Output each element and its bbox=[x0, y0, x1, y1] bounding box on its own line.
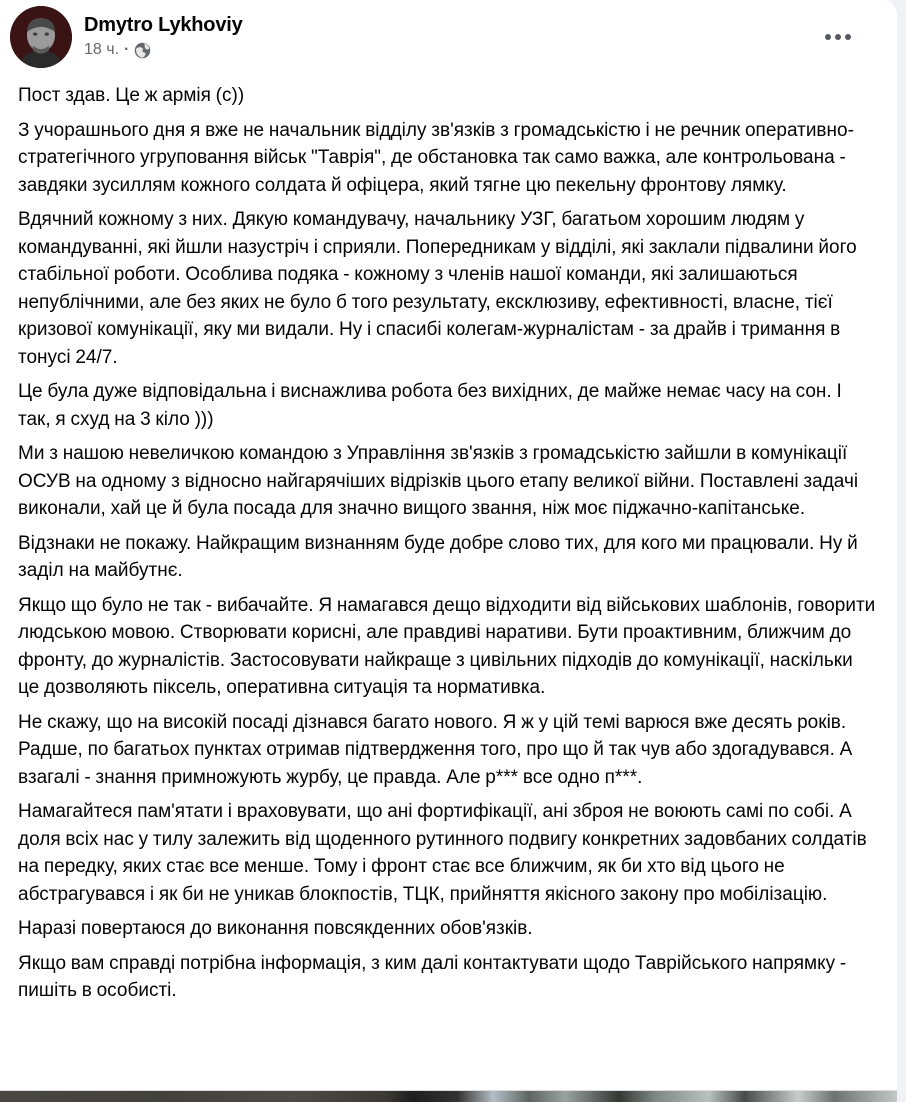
meta-separator: · bbox=[124, 41, 130, 58]
post-paragraph: Якщо вам справді потрібна інформація, з ким далі контактувати щодо Таврійського напрямку - пишіть в особисті. bbox=[18, 952, 847, 1001]
ellipsis-icon bbox=[845, 34, 851, 40]
post-menu-button[interactable] bbox=[819, 28, 857, 46]
attached-photo-top-edge[interactable] bbox=[0, 1090, 897, 1102]
header-text-column bbox=[84, 6, 819, 59]
avatar-portrait-icon bbox=[10, 6, 72, 68]
post-paragraph: Це була дуже відповідальна і виснажлива робота без вихідних, де майже немає часу на сон. І так, я схуд на 3 кіло ))) bbox=[18, 381, 842, 430]
post-paragraph: Якщо що було не так - вибачайте. Я намагався дещо відходити від військових шаблонів, говорити людською мовою. Створювати корисні, але правдиві наративи. Бути проактивним, ближчим до фронту, до журналістів. Застосовувати найкраще з цивільних підходів до комунікації, наскільки це дозволяють піксель, оперативна ситуація та нормативка. bbox=[18, 594, 876, 698]
avatar[interactable] bbox=[10, 6, 72, 68]
ellipsis-icon bbox=[835, 34, 841, 40]
globe-icon bbox=[134, 42, 151, 59]
timestamp[interactable]: 18 ч. bbox=[84, 41, 120, 58]
post-text bbox=[0, 78, 897, 1005]
ellipsis-icon bbox=[825, 34, 831, 40]
post-paragraph: Відзнаки не покажу. Найкращим визнанням буде добре слово тих, для кого ми працювали. Ну й заділ на майбутнє. bbox=[18, 532, 858, 581]
post-header bbox=[0, 0, 897, 78]
post-paragraph: З учорашнього дня я вже не начальник відділу зв'язків з громадськістю і не речник оперативно-стратегічного угруповання військ "Таврія", де обстановка так само важка, але контрольована - завдяки зусиллям кожного солдата й офіцера, який тягне цю пекельну фронтову лямку. bbox=[18, 119, 854, 196]
post-paragraph: Намагайтеся пам'ятати і враховувати, що ані фортифікації, ані зброя не воюють самі по собі. А доля всіх нас у тилу залежить від щоденного рутинного подвигу конкретних задовбаних солдатів на передку, яких стає все менше. Тому і фронт стає все ближчим, як би хто від цього не абстрагувався і як би не уникав блокпостів, ТЦК, прийняття якісного закону про мобілізацію. bbox=[18, 801, 867, 905]
post-paragraph: Пост здав. Це ж армія (с)) bbox=[18, 85, 245, 106]
post-paragraph: Не скажу, що на високій посаді дізнався багато нового. Я ж у цій темі варюся вже десять років. Радше, по багатьох пунктах отримав підтвердження того, про що й так чув або здогадувався. А взагалі - знання примножують журбу, це правда. Але р*** все одно п***. bbox=[18, 711, 853, 788]
post-paragraph: Вдячний кожному з них. Дякую командувачу, начальнику УЗГ, багатьом хорошим людям у командуванні, які йшли назустріч і сприяли. Попередникам у відділі, які заклали підвалини його стабільної роботи. Особлива подяка - кожному з членів нашої команди, які залишаються непублічними, але без яких не було б того результату, ексклюзиву, ефективності, власне, тієї кризової комунікації, яку ми видали. Ну і спасибі колегам-журналістам - за драйв і тримання в тонусі 24/7. bbox=[18, 209, 857, 368]
post-meta bbox=[84, 41, 819, 59]
author-name[interactable]: Dmytro Lykhoviy bbox=[84, 14, 243, 36]
post-paragraph: Наразі повертаюся до виконання повсякденних обов'язків. bbox=[18, 918, 533, 939]
post-paragraph: Ми з нашою невеличкою командою з Управління зв'язків з громадськістю зайшли в комунікації ОСУВ на одному з відносно найгарячіших відрізків цього етапу великої війни. Поставлені задачі виконали, хай це й була посада для значно вищого звання, ніж моє піджачно-капітанське. bbox=[18, 443, 859, 519]
